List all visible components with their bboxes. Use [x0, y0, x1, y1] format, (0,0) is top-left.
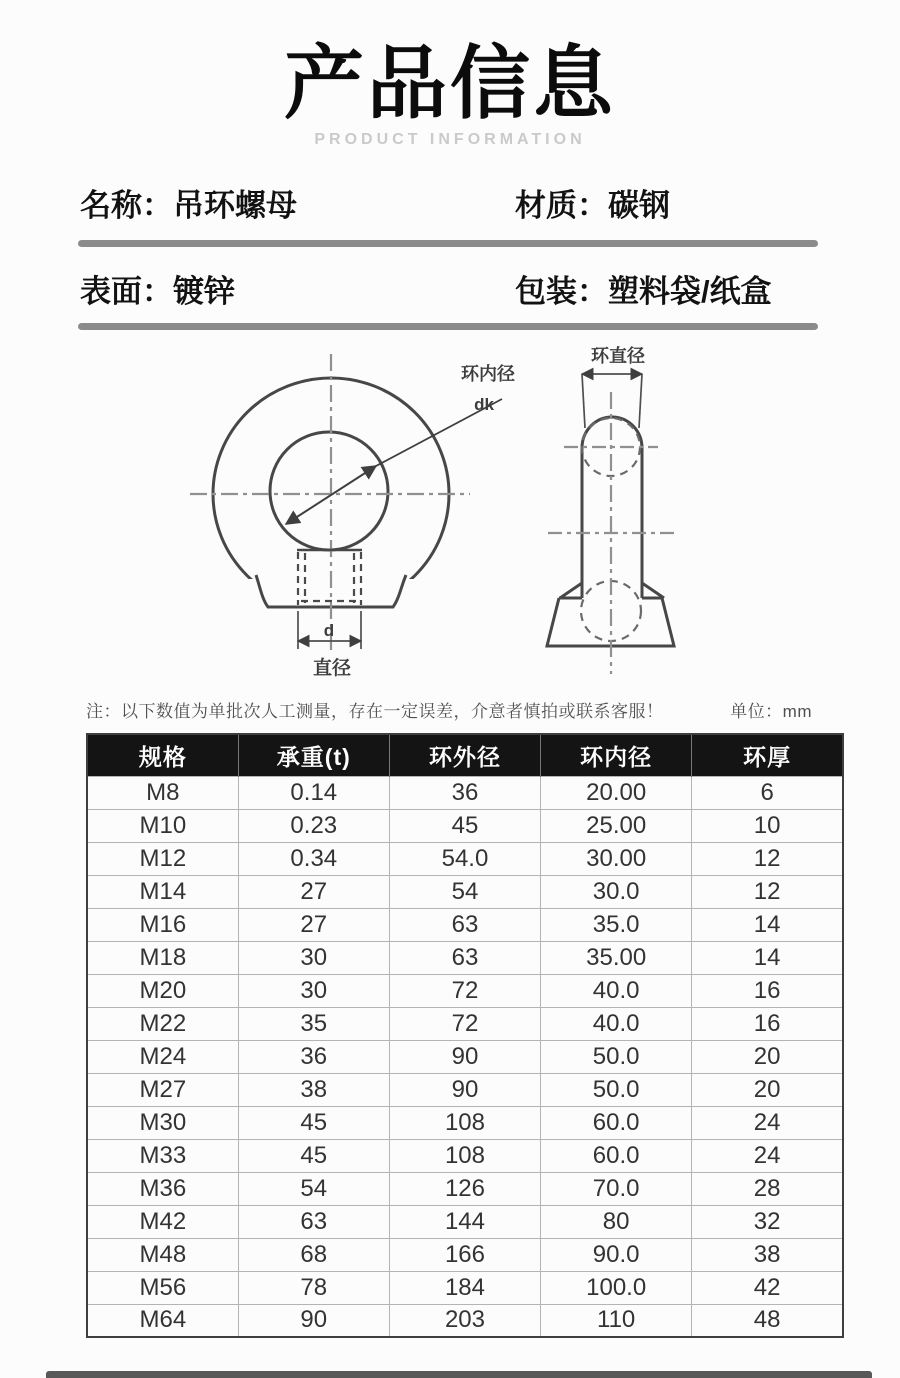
- table-cell: M10: [87, 809, 238, 842]
- table-cell: 42: [692, 1271, 843, 1304]
- attr-material: [515, 180, 670, 225]
- page-subtitle: PRODUCT INFORMATION: [314, 131, 586, 148]
- table-cell: 110: [541, 1304, 692, 1337]
- table-header-cell: 环厚: [692, 734, 843, 776]
- attr-name-value: 吊环螺母: [173, 188, 297, 223]
- table-cell: 35: [238, 1007, 389, 1040]
- table-row: [87, 1304, 843, 1337]
- table-cell: 45: [389, 809, 540, 842]
- table-row: [87, 776, 843, 809]
- attr-surface: [80, 266, 235, 311]
- table-cell: M22: [87, 1007, 238, 1040]
- table-cell: M30: [87, 1106, 238, 1139]
- table-cell: 203: [389, 1304, 540, 1337]
- table-cell: M14: [87, 875, 238, 908]
- table-cell: 63: [389, 941, 540, 974]
- table-cell: M8: [87, 776, 238, 809]
- table-row: [87, 974, 843, 1007]
- table-cell: 25.00: [541, 809, 692, 842]
- attr-packaging: [515, 266, 772, 311]
- attr-material-label: 材质：: [515, 188, 608, 223]
- page-title: 产品信息: [284, 39, 616, 128]
- spec-table: [86, 733, 844, 1338]
- bottom-section-edge: [46, 1371, 872, 1378]
- table-cell: 27: [238, 875, 389, 908]
- table-cell: 63: [389, 908, 540, 941]
- table-cell: 54: [238, 1172, 389, 1205]
- table-row: [87, 1040, 843, 1073]
- thread-diameter-symbol: d: [323, 621, 335, 640]
- table-row: [87, 1139, 843, 1172]
- table-cell: 30.00: [541, 842, 692, 875]
- table-cell: 24: [692, 1106, 843, 1139]
- table-cell: 20: [692, 1040, 843, 1073]
- table-cell: 80: [541, 1205, 692, 1238]
- table-cell: 90.0: [541, 1238, 692, 1271]
- measurement-note: 注：以下数值为单批次人工测量，存在一定误差，介意者慎拍或联系客服！: [86, 702, 664, 721]
- table-cell: M27: [87, 1073, 238, 1106]
- attr-name-label: 名称：: [80, 188, 173, 223]
- table-row: [87, 842, 843, 875]
- table-cell: 16: [692, 974, 843, 1007]
- table-cell: 45: [238, 1139, 389, 1172]
- table-cell: 14: [692, 908, 843, 941]
- table-cell: 50.0: [541, 1073, 692, 1106]
- table-cell: 20: [692, 1073, 843, 1106]
- table-header-cell: 环内径: [541, 734, 692, 776]
- table-cell: 28: [692, 1172, 843, 1205]
- divider-line-1: [78, 240, 818, 247]
- table-header-cell: 承重(t): [238, 734, 389, 776]
- table-cell: M12: [87, 842, 238, 875]
- table-cell: 40.0: [541, 1007, 692, 1040]
- table-row: [87, 1271, 843, 1304]
- table-cell: M42: [87, 1205, 238, 1238]
- table-row: [87, 1238, 843, 1271]
- table-row: [87, 1172, 843, 1205]
- table-cell: 36: [389, 776, 540, 809]
- table-cell: 10: [692, 809, 843, 842]
- spec-table-head: [87, 734, 843, 776]
- table-row: [87, 809, 843, 842]
- unit-label: 单位：mm: [730, 702, 812, 721]
- table-row: [87, 1205, 843, 1238]
- spec-table-body: [87, 776, 843, 1337]
- attr-packaging-value: 塑料袋/纸盒: [608, 274, 772, 309]
- technical-drawing: [70, 340, 830, 692]
- table-row: [87, 908, 843, 941]
- table-cell: 126: [389, 1172, 540, 1205]
- table-cell: 27: [238, 908, 389, 941]
- table-cell: 108: [389, 1139, 540, 1172]
- table-row: [87, 1073, 843, 1106]
- table-cell: 30: [238, 974, 389, 1007]
- table-row: [87, 941, 843, 974]
- table-cell: 78: [238, 1271, 389, 1304]
- table-cell: 90: [389, 1073, 540, 1106]
- table-cell: M18: [87, 941, 238, 974]
- attribute-row-2: [80, 266, 820, 308]
- table-cell: M16: [87, 908, 238, 941]
- table-cell: 45: [238, 1106, 389, 1139]
- table-header-cell: 规格: [87, 734, 238, 776]
- table-cell: 20.00: [541, 776, 692, 809]
- table-cell: 70.0: [541, 1172, 692, 1205]
- table-row: [87, 1106, 843, 1139]
- table-cell: 100.0: [541, 1271, 692, 1304]
- table-cell: 72: [389, 1007, 540, 1040]
- table-cell: 90: [238, 1304, 389, 1337]
- table-cell: 30.0: [541, 875, 692, 908]
- attr-surface-value: 镀锌: [173, 274, 235, 309]
- side-view: [547, 345, 674, 674]
- table-cell: 166: [389, 1238, 540, 1271]
- table-cell: 60.0: [541, 1139, 692, 1172]
- ring-diameter-label: 环直径: [591, 346, 645, 366]
- table-cell: M20: [87, 974, 238, 1007]
- table-cell: 63: [238, 1205, 389, 1238]
- table-cell: 36: [238, 1040, 389, 1073]
- table-cell: M48: [87, 1238, 238, 1271]
- attribute-row-1: [80, 180, 820, 222]
- table-cell: 30: [238, 941, 389, 974]
- table-cell: M56: [87, 1271, 238, 1304]
- table-cell: 40.0: [541, 974, 692, 1007]
- divider-line-2: [78, 323, 818, 330]
- table-cell: 108: [389, 1106, 540, 1139]
- table-cell: 0.34: [238, 842, 389, 875]
- table-cell: M24: [87, 1040, 238, 1073]
- table-cell: 48: [692, 1304, 843, 1337]
- table-header-cell: 环外径: [389, 734, 540, 776]
- table-cell: 35.00: [541, 941, 692, 974]
- table-cell: M36: [87, 1172, 238, 1205]
- table-cell: 38: [692, 1238, 843, 1271]
- attr-material-value: 碳钢: [608, 188, 670, 223]
- table-cell: 32: [692, 1205, 843, 1238]
- table-row: [87, 1007, 843, 1040]
- table-cell: 0.14: [238, 776, 389, 809]
- table-cell: 35.0: [541, 908, 692, 941]
- table-cell: 38: [238, 1073, 389, 1106]
- table-cell: 0.23: [238, 809, 389, 842]
- table-cell: 24: [692, 1139, 843, 1172]
- attr-name: [80, 180, 297, 225]
- table-cell: 12: [692, 875, 843, 908]
- attr-packaging-label: 包装：: [515, 274, 608, 309]
- table-cell: 6: [692, 776, 843, 809]
- table-cell: 184: [389, 1271, 540, 1304]
- table-row: [87, 875, 843, 908]
- table-cell: 16: [692, 1007, 843, 1040]
- inner-diameter-label: 环内径: [461, 364, 515, 384]
- table-cell: 14: [692, 941, 843, 974]
- measurement-note-row: [86, 697, 812, 722]
- table-cell: 68: [238, 1238, 389, 1271]
- table-cell: 54: [389, 875, 540, 908]
- table-cell: 72: [389, 974, 540, 1007]
- table-cell: 90: [389, 1040, 540, 1073]
- table-cell: M33: [87, 1139, 238, 1172]
- table-cell: 60.0: [541, 1106, 692, 1139]
- front-view: [190, 354, 515, 679]
- table-cell: M64: [87, 1304, 238, 1337]
- inner-diameter-symbol: dk: [474, 395, 494, 414]
- table-cell: 50.0: [541, 1040, 692, 1073]
- table-cell: 54.0: [389, 842, 540, 875]
- table-cell: 144: [389, 1205, 540, 1238]
- table-header-row: [87, 734, 843, 776]
- thread-diameter-label: 直径: [312, 658, 352, 679]
- inner-ring-outline: [270, 432, 388, 550]
- attr-surface-label: 表面：: [80, 274, 173, 309]
- table-cell: 12: [692, 842, 843, 875]
